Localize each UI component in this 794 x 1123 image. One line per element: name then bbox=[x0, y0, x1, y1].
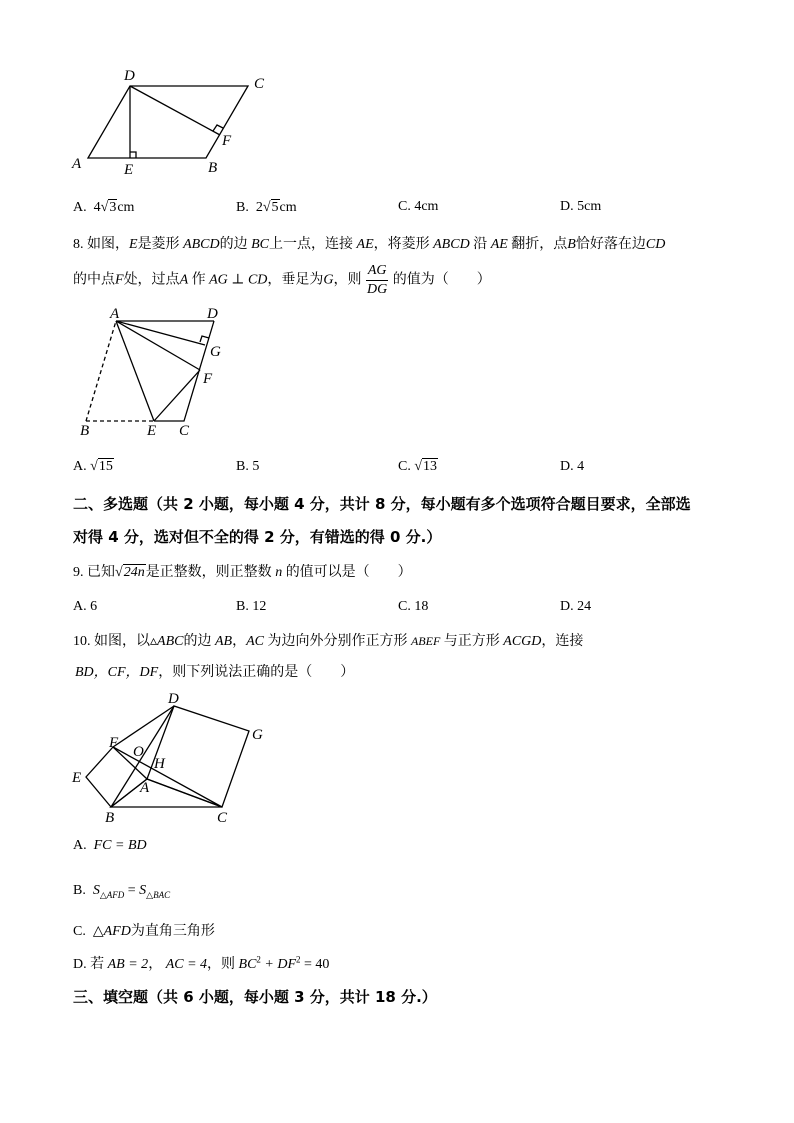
q10-var-ab: AB bbox=[214, 634, 233, 649]
q10-option-d[interactable] bbox=[73, 953, 329, 973]
q10-option-d-letter: D. 若 bbox=[73, 957, 105, 972]
q10-option-d-comma: ， bbox=[148, 957, 163, 972]
q8-text: 上一点，连接 bbox=[269, 237, 354, 252]
q10-option-c-letter: C. bbox=[73, 924, 86, 939]
q10-label-c: C bbox=[217, 810, 228, 826]
q8-var-ae: AE bbox=[490, 237, 508, 252]
q8-label-c: C bbox=[179, 423, 190, 439]
q10-squares-svg bbox=[70, 690, 280, 830]
q7-option-b[interactable]: B. 2√5cm bbox=[236, 200, 297, 215]
q9-text: 的值可以是（ ） bbox=[285, 565, 412, 580]
q7-option-d[interactable]: D. 5cm bbox=[560, 199, 602, 214]
q8-text: 是菱形 bbox=[137, 237, 180, 252]
q8-option-a[interactable]: A. √15 bbox=[73, 459, 113, 474]
q10-var-ac: AC bbox=[246, 634, 264, 649]
q10-text: ， bbox=[232, 634, 247, 649]
q7-label-c: C bbox=[254, 76, 265, 92]
q8-stem-line2 bbox=[73, 262, 491, 299]
q10-var-acgd: ACGD bbox=[503, 634, 542, 649]
q10-option-b-s1: S bbox=[92, 883, 100, 898]
q10-triangle-abc: ▵ABC bbox=[150, 634, 184, 649]
q10-option-b-letter: B. bbox=[73, 883, 86, 898]
q10-option-c[interactable] bbox=[73, 920, 215, 940]
q10-option-b[interactable] bbox=[73, 883, 170, 901]
q7-right-angle-f bbox=[213, 125, 223, 131]
section2-heading-line2: 对得 4 分，选对但不全的得 2 分，有错选的得 0 分.） bbox=[73, 528, 442, 546]
q8-var-abcd: ABCD bbox=[183, 237, 220, 252]
q8-label-e: E bbox=[147, 423, 157, 439]
q8-var-cd: CD bbox=[645, 237, 666, 252]
q8-option-c-letter: C. bbox=[398, 459, 411, 474]
q7-label-f: F bbox=[222, 133, 232, 149]
q8-label-d: D bbox=[207, 306, 218, 322]
q7-option-c[interactable]: C. 4cm bbox=[398, 199, 439, 214]
q10-option-d-then: ，则 bbox=[207, 957, 236, 972]
q7-right-angle-e bbox=[130, 152, 136, 158]
q10-text: ，连接 bbox=[541, 634, 584, 649]
q10-text: ，则下列说法正确的是（ ） bbox=[158, 665, 355, 680]
q7-option-a-coef: 4 bbox=[93, 200, 101, 215]
q8-label-b: B bbox=[80, 423, 90, 439]
q10-label-f: F bbox=[109, 735, 119, 751]
q9-var-n: n bbox=[275, 565, 283, 580]
q10-option-b-sub2: △BAC bbox=[146, 890, 171, 900]
q8-var-bc: BC bbox=[251, 237, 270, 252]
q7-option-b-coef: 2 bbox=[255, 200, 263, 215]
q9-radicand: 24n bbox=[123, 565, 145, 580]
q9-stem: 9. 已知√24n是正整数，则正整数 n 的值可以是（ ） bbox=[73, 565, 412, 580]
q8-text: 8. 如图， bbox=[73, 237, 129, 252]
q8-text: 的边 bbox=[219, 237, 248, 252]
q8-text: 沿 bbox=[473, 237, 488, 252]
q9-option-a[interactable]: A. 6 bbox=[73, 599, 98, 614]
q10-option-d-sq2: 2 bbox=[296, 954, 301, 965]
q8-option-d[interactable]: D. 4 bbox=[560, 459, 585, 474]
q8-option-c-radicand: 13 bbox=[423, 459, 438, 474]
q8-line-ae bbox=[116, 321, 154, 421]
q10-option-b-s2: S bbox=[139, 883, 147, 898]
q8-figure bbox=[76, 304, 236, 444]
q7-option-b-unit: cm bbox=[279, 200, 297, 215]
q10-var-abef: ABEF bbox=[410, 634, 441, 648]
q8-fraction bbox=[365, 262, 389, 299]
q7-altitude-df bbox=[130, 86, 220, 135]
q8-text: ，则 bbox=[333, 272, 362, 288]
q8-line-ef bbox=[154, 370, 200, 421]
q7-option-b-radicand: 5 bbox=[271, 200, 279, 215]
q8-stem-line1 bbox=[73, 233, 665, 253]
q10-segments: BD，CF，DF bbox=[75, 665, 159, 680]
q8-var-abcd: ABCD bbox=[433, 237, 470, 252]
q8-text: 的值为（ ） bbox=[392, 272, 491, 288]
q8-var-f: F bbox=[115, 272, 124, 288]
q8-fraction-den: DG bbox=[367, 282, 388, 297]
q10-option-d-sq: 2 bbox=[256, 954, 261, 965]
q7-option-a-unit: cm bbox=[117, 200, 135, 215]
q10-option-b-eq: = bbox=[124, 883, 140, 898]
q10-option-b-sub1: △AFD bbox=[99, 890, 125, 900]
q10-text: 的边 bbox=[183, 634, 212, 649]
q9-option-d[interactable]: D. 24 bbox=[560, 599, 592, 614]
q8-var-e: E bbox=[129, 237, 138, 252]
q9-text: 是正整数，则正整数 bbox=[145, 565, 272, 580]
q10-text: 10. 如图，以 bbox=[73, 634, 150, 649]
q10-triangle-abc bbox=[111, 779, 222, 807]
q9-option-c[interactable]: C. 18 bbox=[398, 599, 429, 614]
q10-option-d-df: + DF bbox=[260, 957, 297, 972]
q10-option-a-letter: A. bbox=[73, 838, 87, 853]
q8-label-f: F bbox=[203, 371, 213, 387]
q10-label-o: O bbox=[133, 744, 144, 760]
q10-line-fd bbox=[113, 706, 174, 747]
q8-text: 翻折，点 bbox=[511, 237, 568, 252]
q8-option-a-letter: A. bbox=[73, 459, 87, 474]
q7-label-e: E bbox=[124, 162, 134, 178]
q8-perp-expr: AG ⊥ CD bbox=[209, 272, 268, 288]
q8-line-af bbox=[116, 321, 200, 370]
q10-label-g: G bbox=[252, 727, 263, 743]
q10-option-d-ac: AC = 4 bbox=[165, 957, 208, 972]
q10-figure bbox=[70, 690, 280, 835]
q10-option-d-ab: AB = 2 bbox=[107, 957, 149, 972]
q10-label-e: E bbox=[72, 770, 82, 786]
q10-stem-line1 bbox=[73, 630, 583, 650]
q10-option-c-text: 为直角三角形 bbox=[130, 924, 215, 939]
q8-fraction-num: AG bbox=[366, 262, 389, 281]
q8-option-a-radicand: 15 bbox=[98, 459, 113, 474]
q7-label-a: A bbox=[72, 156, 82, 172]
section3-heading: 三、填空题（共 6 小题，每小题 3 分，共计 18 分.） bbox=[73, 988, 437, 1006]
q8-text: 处，过点 bbox=[123, 272, 180, 288]
q7-figure bbox=[70, 70, 290, 185]
q8-option-c[interactable]: C. √13 bbox=[398, 459, 438, 474]
q8-label-a: A bbox=[110, 306, 120, 322]
q8-line-ag bbox=[116, 321, 205, 345]
q9-option-b[interactable]: B. 12 bbox=[236, 599, 267, 614]
q10-text: 与正方形 bbox=[443, 634, 500, 649]
q8-text: 作 bbox=[191, 272, 206, 288]
q10-option-d-eq: = 40 bbox=[300, 957, 330, 972]
q8-text: ，将菱形 bbox=[373, 237, 430, 252]
q8-option-b[interactable]: B. 5 bbox=[236, 459, 260, 474]
q7-option-a-letter: A. bbox=[73, 200, 87, 215]
q10-label-h: H bbox=[154, 756, 165, 772]
q7-label-b: B bbox=[208, 160, 218, 176]
q7-option-b-letter: B. bbox=[236, 200, 249, 215]
q10-label-a: A bbox=[140, 780, 150, 796]
q8-var-a: A bbox=[179, 272, 189, 288]
q8-text: 恰好落在边 bbox=[575, 237, 646, 252]
section2-heading-line1: 二、多选题（共 2 小题，每小题 4 分，共计 8 分，每小题有多个选项符合题目要求，全部选 bbox=[73, 495, 691, 513]
q8-rhombus-svg bbox=[76, 304, 236, 439]
q10-stem-line2 bbox=[75, 661, 354, 681]
q7-parallelogram-svg bbox=[70, 70, 290, 180]
q7-label-d: D bbox=[124, 68, 135, 84]
q10-option-a-expr: FC = BD bbox=[93, 838, 147, 853]
q8-dashed-ab bbox=[86, 321, 116, 421]
q8-label-g: G bbox=[210, 344, 221, 360]
q10-text: 为边向外分别作正方形 bbox=[267, 634, 408, 649]
q7-option-a[interactable]: A. 4√3cm bbox=[73, 200, 135, 215]
q9-text: 9. 已知 bbox=[73, 565, 115, 580]
q10-label-d: D bbox=[168, 691, 179, 707]
q10-option-c-expr: △AFD bbox=[92, 924, 131, 939]
q8-text: 的中点 bbox=[73, 272, 115, 288]
q8-text: ，垂足为 bbox=[267, 272, 324, 288]
q8-var-b: B bbox=[567, 237, 576, 252]
q7-option-a-radicand: 3 bbox=[109, 200, 117, 215]
q8-var-g: G bbox=[323, 272, 334, 288]
q10-option-d-bc: BC bbox=[238, 957, 257, 972]
q10-label-b: B bbox=[105, 810, 115, 826]
q8-var-ae: AE bbox=[356, 237, 374, 252]
q10-option-a[interactable] bbox=[73, 838, 147, 854]
